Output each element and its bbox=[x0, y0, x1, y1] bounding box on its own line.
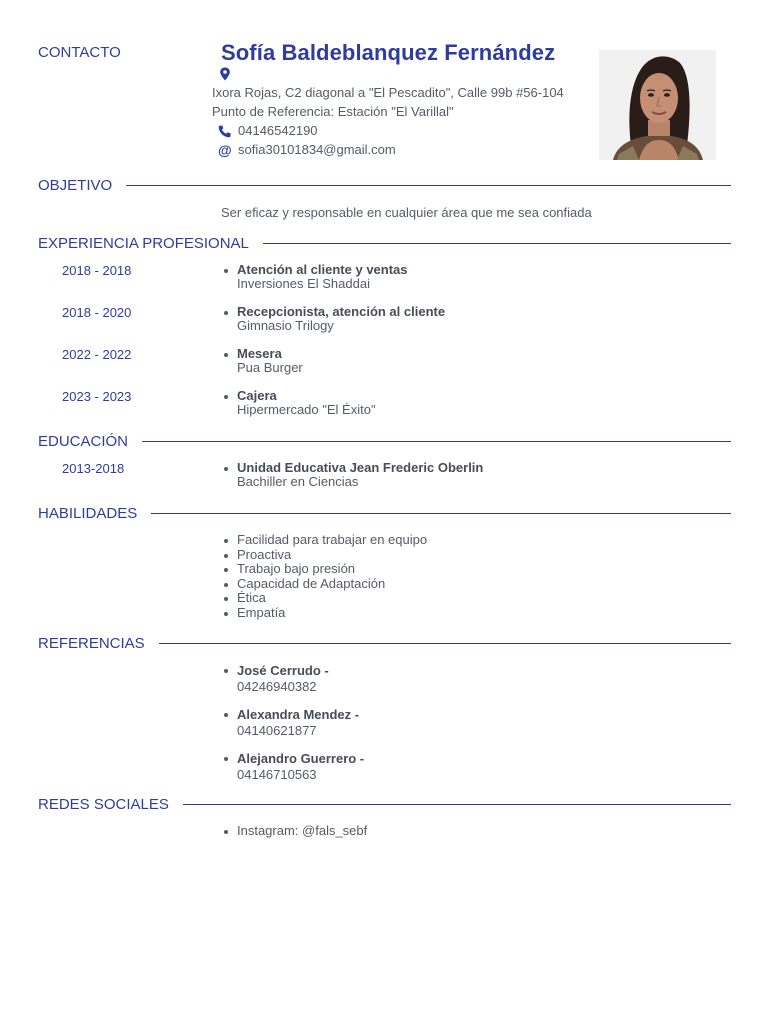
bullet bbox=[224, 269, 228, 273]
section-education-header bbox=[38, 431, 731, 451]
profile-photo bbox=[599, 50, 716, 160]
experience-role: Mesera bbox=[237, 346, 282, 361]
experience-dates: 2018 - 2018 bbox=[62, 263, 132, 278]
section-title: EXPERIENCIA PROFESIONAL bbox=[38, 234, 249, 252]
section-title: EDUCACIÓN bbox=[38, 432, 129, 450]
bullet bbox=[224, 467, 228, 471]
section-experience-header bbox=[38, 233, 731, 253]
bullet bbox=[224, 669, 228, 673]
section-skills-header bbox=[38, 503, 731, 523]
section-objective-header bbox=[38, 175, 731, 195]
bullet bbox=[224, 395, 228, 399]
email-icon: @ bbox=[218, 142, 232, 158]
reference-name: José Cerrudo - bbox=[237, 663, 329, 678]
education-school: Unidad Educativa Jean Frederic Oberlin bbox=[237, 460, 484, 475]
reference-item bbox=[237, 663, 329, 695]
section-divider bbox=[126, 185, 731, 186]
education-degree: Bachiller en Ciencias bbox=[237, 474, 359, 489]
reference-item bbox=[237, 751, 364, 783]
reference-name: Alejandro Guerrero - bbox=[237, 751, 365, 766]
location-pin-icon bbox=[219, 67, 231, 81]
experience-place: Gimnasio Trilogy bbox=[237, 318, 334, 333]
section-divider bbox=[159, 643, 731, 644]
section-divider bbox=[151, 513, 731, 514]
experience-item bbox=[237, 389, 376, 417]
bullet bbox=[224, 568, 228, 572]
education-dates: 2013-2018 bbox=[62, 461, 125, 476]
bullet bbox=[224, 311, 228, 315]
address-line-1: Ixora Rojas, C2 diagonal a "El Pescadito", Calle 99b #56-104 bbox=[212, 85, 564, 100]
experience-dates: 2022 - 2022 bbox=[62, 347, 132, 362]
candidate-name: Sofía Baldeblanquez Fernández bbox=[221, 40, 556, 65]
bullet bbox=[224, 583, 228, 587]
experience-role: Atención al cliente y ventas bbox=[237, 262, 408, 277]
experience-item bbox=[237, 305, 445, 333]
experience-dates: 2018 - 2020 bbox=[62, 305, 132, 320]
section-divider bbox=[142, 441, 731, 442]
bullet bbox=[224, 597, 228, 601]
skill-item: Ética bbox=[237, 590, 266, 605]
education-item bbox=[237, 461, 483, 489]
experience-item bbox=[237, 263, 408, 291]
section-social-header bbox=[38, 794, 731, 814]
skill-item: Proactiva bbox=[237, 547, 292, 562]
skill-item: Empatía bbox=[237, 605, 286, 620]
section-divider bbox=[263, 243, 731, 244]
phone-number: 04146542190 bbox=[238, 123, 318, 138]
skill-item: Facilidad para trabajar en equipo bbox=[237, 532, 428, 547]
email-address: sofia30101834@gmail.com bbox=[238, 142, 396, 157]
experience-role: Cajera bbox=[237, 388, 277, 403]
reference-name: Alexandra Mendez - bbox=[237, 707, 360, 722]
experience-item bbox=[237, 347, 303, 375]
bullet bbox=[224, 830, 228, 834]
section-title: HABILIDADES bbox=[38, 504, 138, 522]
experience-place: Pua Burger bbox=[237, 360, 303, 375]
reference-phone: 04146710563 bbox=[237, 767, 317, 782]
address-line-2: Punto de Referencia: Estación "El Varillal" bbox=[212, 104, 454, 119]
bullet bbox=[224, 554, 228, 558]
section-title: OBJETIVO bbox=[38, 176, 113, 194]
reference-item bbox=[237, 707, 359, 739]
experience-place: Hipermercado "El Éxito" bbox=[237, 402, 376, 417]
skill-item: Trabajo bajo presión bbox=[237, 561, 356, 576]
bullet bbox=[224, 757, 228, 761]
bullet bbox=[224, 353, 228, 357]
section-title: REDES SOCIALES bbox=[38, 795, 169, 813]
skill-item: Capacidad de Adaptación bbox=[237, 576, 386, 591]
experience-role: Recepcionista, atención al cliente bbox=[237, 304, 446, 319]
contact-label: CONTACTO bbox=[38, 44, 121, 61]
phone-icon bbox=[218, 125, 232, 138]
bullet bbox=[224, 539, 228, 543]
reference-phone: 04140621877 bbox=[237, 723, 317, 738]
social-item: Instagram: @fals_sebf bbox=[237, 823, 368, 838]
section-title: REFERENCIAS bbox=[38, 634, 145, 652]
reference-phone: 04246940382 bbox=[237, 679, 317, 694]
section-divider bbox=[183, 804, 731, 805]
objective-text: Ser eficaz y responsable en cualquier área que me sea confiada bbox=[221, 205, 592, 220]
experience-place: Inversiones El Shaddai bbox=[237, 276, 370, 291]
experience-dates: 2023 - 2023 bbox=[62, 389, 132, 404]
section-references-header bbox=[38, 633, 731, 653]
bullet bbox=[224, 612, 228, 616]
bullet bbox=[224, 713, 228, 717]
